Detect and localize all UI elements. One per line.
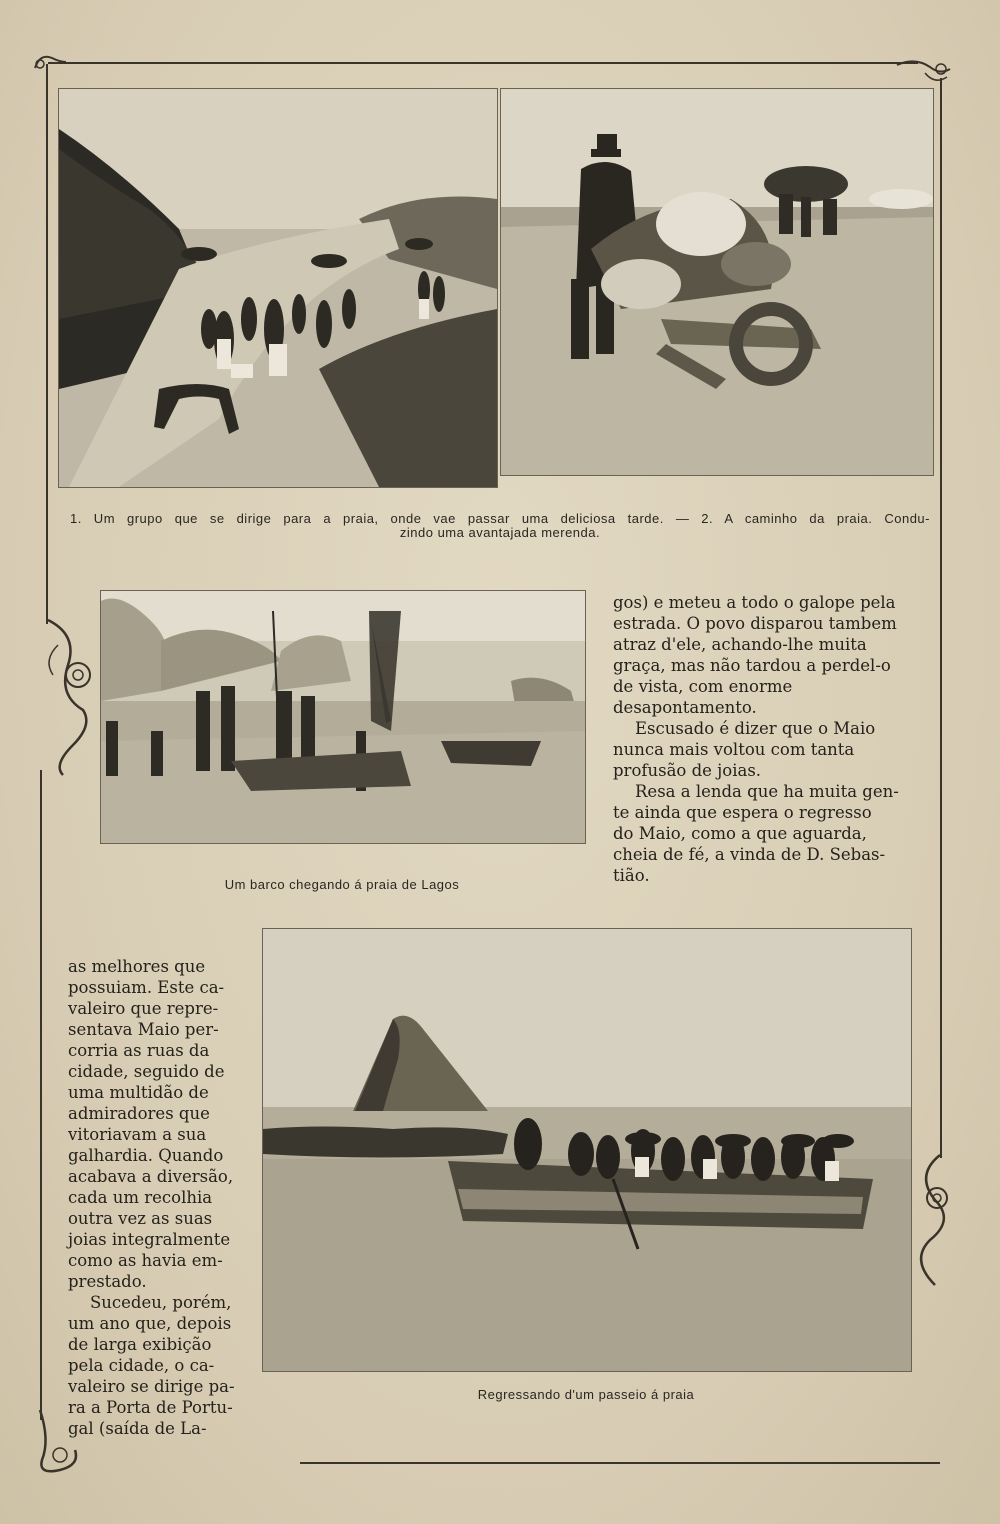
left-text-line-18: um ano que, depois — [68, 1314, 232, 1333]
left-text-line-22: ra a Porta de Portu- — [68, 1398, 233, 1417]
left-text-line-21: valeiro se dirige pa- — [68, 1377, 235, 1396]
left-column-text — [68, 956, 236, 1439]
right-text-line-3: atraz d'ele, achando-lhe muita — [613, 635, 867, 654]
left-text-line-2: possuiam. Este ca- — [68, 978, 225, 997]
left-text-line-14: joias integralmente — [68, 1230, 231, 1249]
right-text-line-7: nunca mais voltou com tanta — [613, 740, 855, 759]
right-text-line-5: de vista, com enorme desapontamento. — [613, 677, 793, 717]
left-text-line-10: galhardia. Quando — [68, 1146, 224, 1165]
photo-boat-arriving-lagos — [100, 590, 586, 844]
right-text-line-10: te ainda que espera o regresso — [613, 803, 872, 822]
left-scroll-ornament — [38, 615, 98, 780]
caption-boat-arriving: Um barco chegando á praia de Lagos — [224, 877, 460, 892]
left-text-line-23: gal (saída de La- — [68, 1419, 207, 1438]
right-text-line-11: do Maio, como a que aguarda, — [613, 824, 867, 843]
right-text-line-4: graça, mas não tardou a perdel-o — [613, 656, 891, 675]
right-text-line-13: tião. — [613, 866, 650, 885]
left-text-line-9: vitoriavam a sua — [68, 1125, 207, 1144]
left-text-line-19: de larga exibição — [68, 1335, 212, 1354]
frame-left-line — [46, 64, 48, 624]
frame-bottom-line — [300, 1462, 940, 1464]
photo-man-pushing-cart — [500, 88, 934, 476]
left-text-line-7: uma multidão de — [68, 1083, 209, 1102]
left-text-line-13: outra vez as suas — [68, 1209, 213, 1228]
left-text-line-15: como as havia em- — [68, 1251, 223, 1270]
caption-top-line-2: zindo uma avantajada merenda. — [399, 525, 601, 540]
right-text-line-1: gos) e meteu a todo o galope pela — [613, 593, 896, 612]
left-text-line-12: cada um recolhia — [68, 1188, 213, 1207]
right-text-line-2: estrada. O povo disparou tambem — [613, 614, 897, 633]
right-text-line-9: Resa a lenda que ha muita gen- — [635, 782, 899, 801]
left-text-line-8: admiradores que — [68, 1104, 210, 1123]
caption-top-line-1: 1. Um grupo que se dirige para a praia, onde vae passar uma deliciosa tarde. — 2. A caminho da praia. Condu- — [70, 511, 930, 526]
photo-group-walking-to-beach — [58, 88, 498, 488]
right-text-line-12: cheia de fé, a vinda de D. Sebas- — [613, 845, 886, 864]
right-scroll-ornament — [905, 1150, 965, 1290]
left-text-line-16: prestado. — [68, 1272, 147, 1291]
left-text-line-17: Sucedeu, porém, — [90, 1293, 232, 1312]
right-text-line-8: profusão de joias. — [613, 761, 762, 780]
photo-rowboat-returning — [262, 928, 912, 1372]
left-text-line-11: acabava a diversão, — [68, 1167, 234, 1186]
left-text-line-4: sentava Maio per- — [68, 1020, 219, 1039]
corner-scroll-ornament-top-right — [895, 55, 955, 90]
caption-rowboat-returning: Regressando d'um passeio á praia — [477, 1387, 695, 1402]
left-text-line-1: as melhores que — [68, 957, 206, 976]
right-column-text — [613, 592, 915, 886]
left-text-line-6: cidade, seguido de — [68, 1062, 225, 1081]
right-text-line-6: Escusado é dizer que o Maio — [635, 719, 876, 738]
caption-top-photos — [70, 512, 930, 540]
left-text-line-3: valeiro que repre- — [68, 999, 219, 1018]
corner-scroll-ornament-top-left — [30, 48, 70, 78]
frame-right-line — [940, 78, 942, 1158]
left-text-line-5: corria as ruas da — [68, 1041, 210, 1060]
left-text-line-20: pela cidade, o ca- — [68, 1356, 215, 1375]
frame-top-line — [48, 62, 918, 64]
frame-left-line-lower — [40, 770, 42, 1420]
